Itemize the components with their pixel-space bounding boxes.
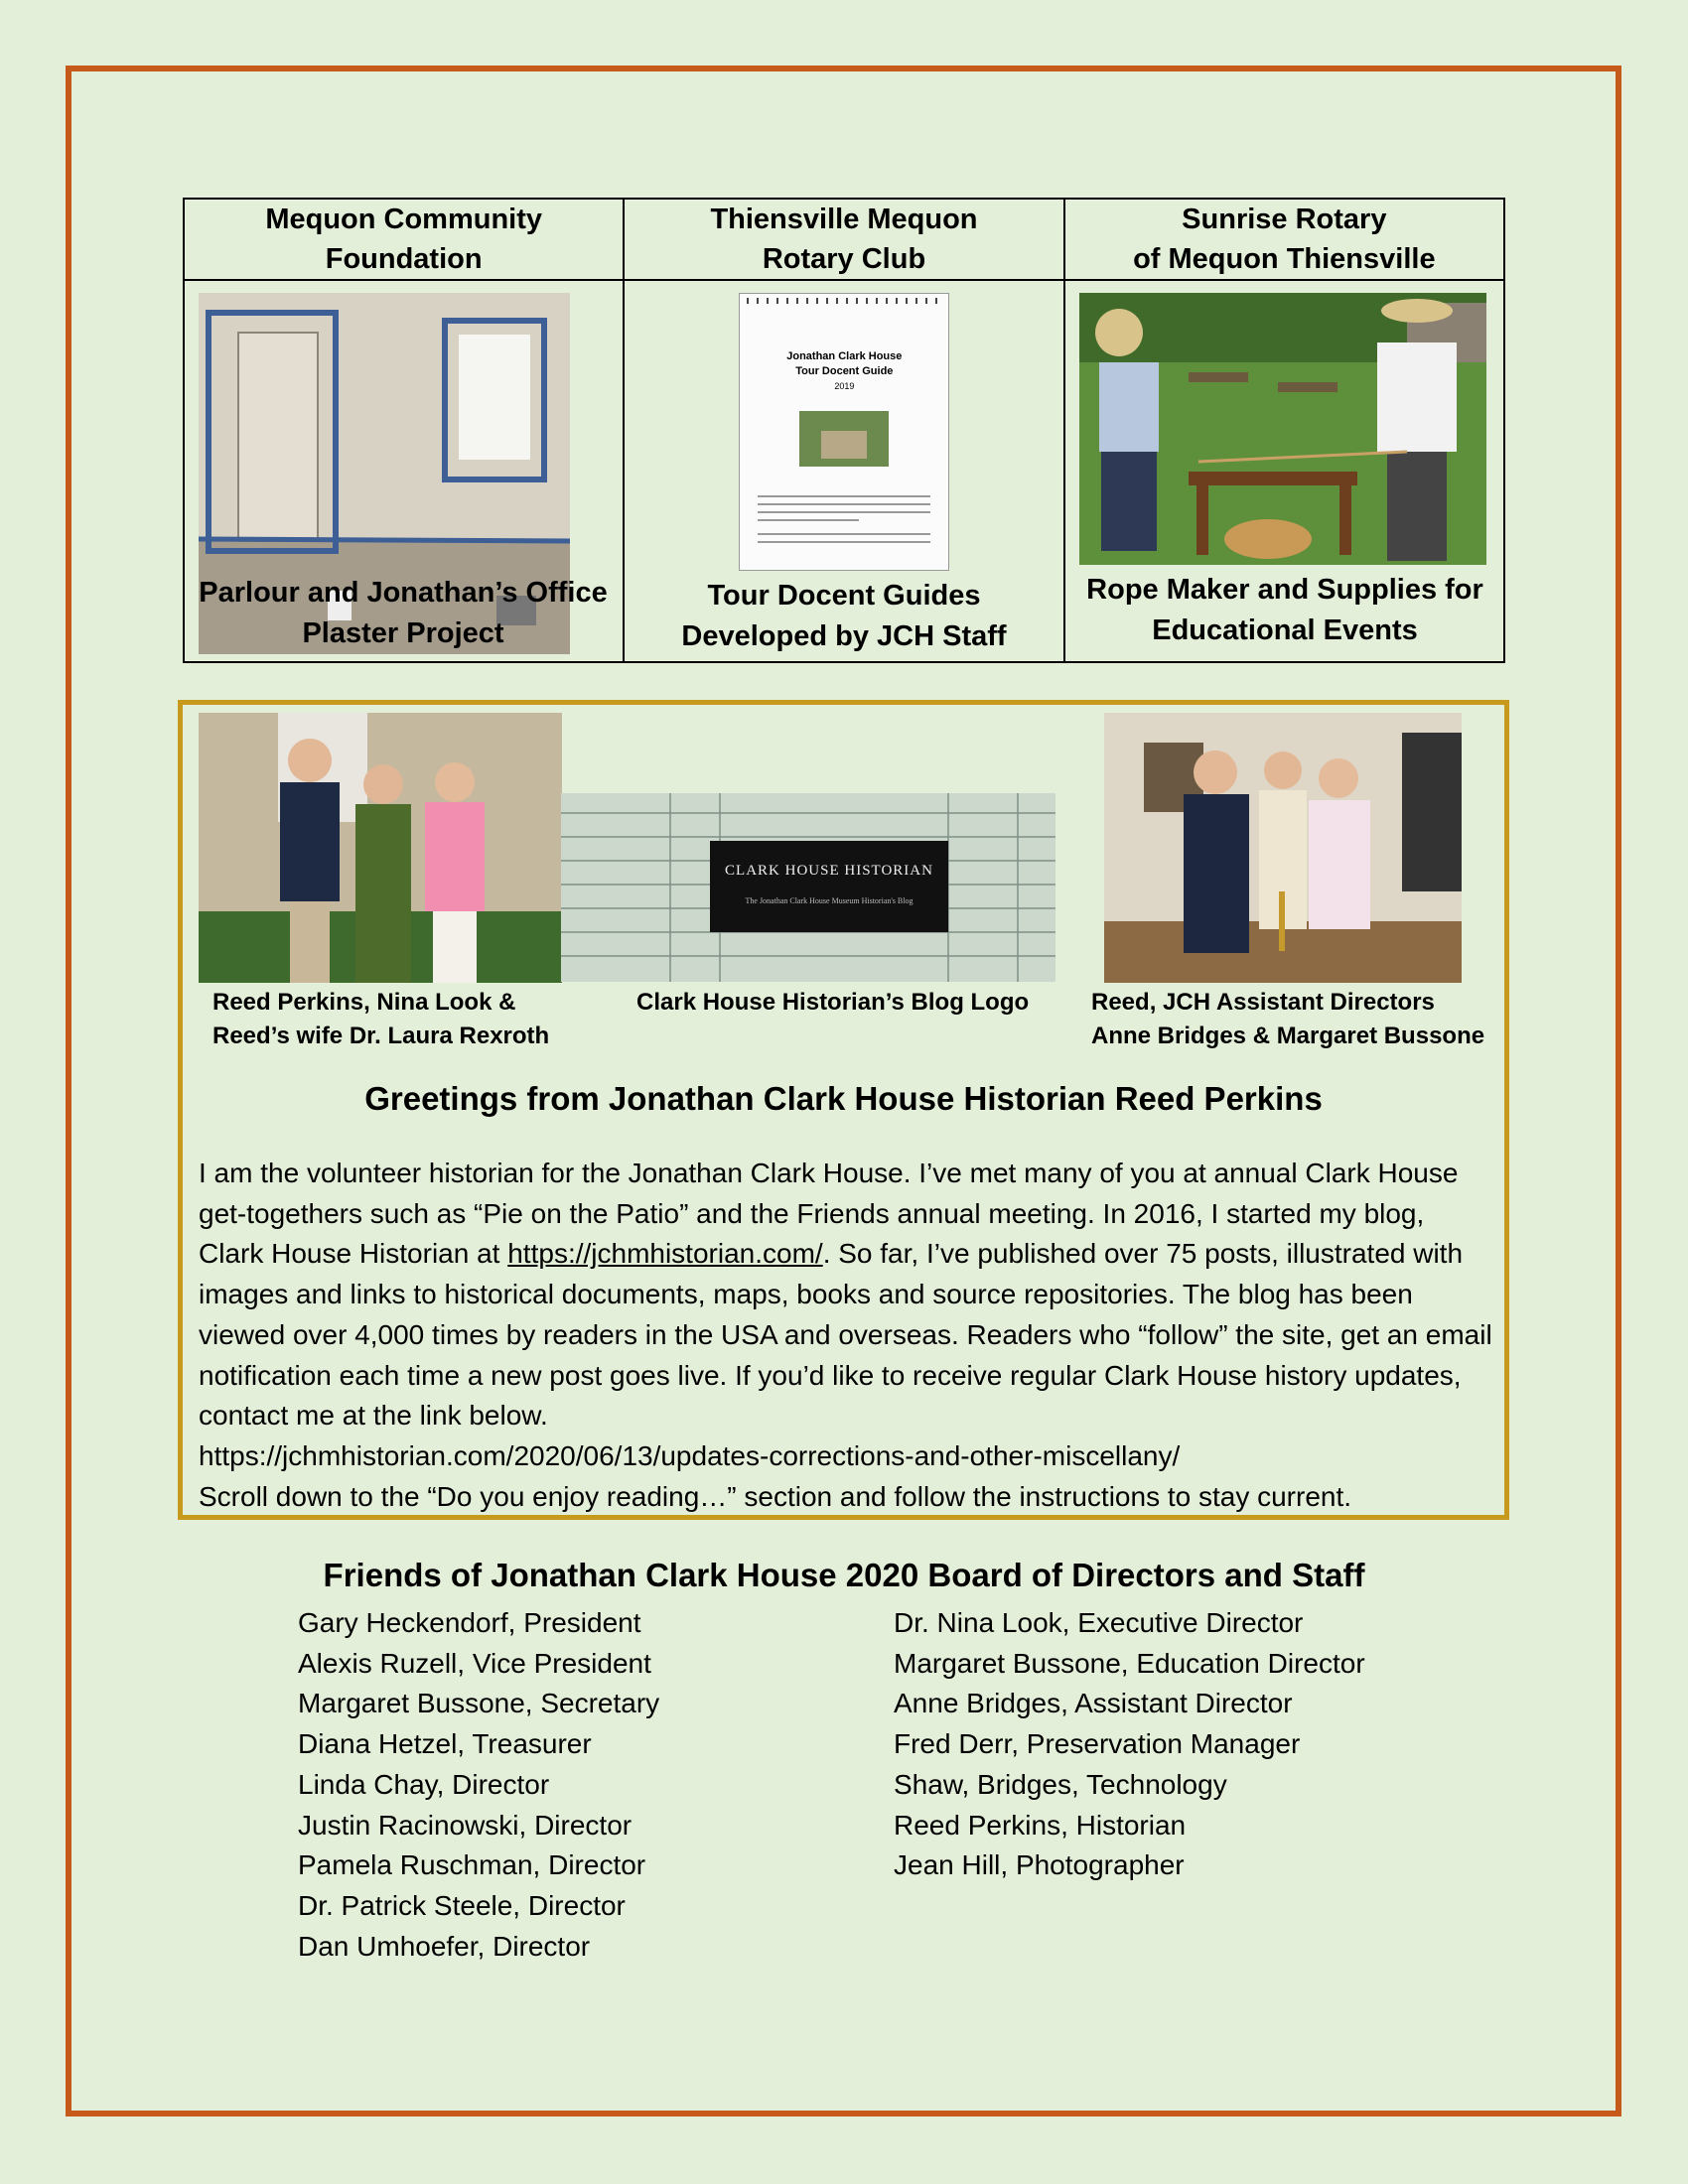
list-item: Diana Hetzel, Treasurer [298,1728,592,1760]
list-item: Anne Bridges, Assistant Director [894,1688,1293,1719]
donor-caption-1: Parlour and Jonathan’s Office Plaster Project [199,577,608,649]
blog-link[interactable]: https://jchmhistorian.com/ [507,1238,823,1270]
list-item: Margaret Bussone, Secretary [298,1688,660,1719]
blog-logo-title: CLARK HOUSE HISTORIAN [725,863,933,879]
staff-list [894,1603,1365,1886]
directors-list [298,1603,659,1967]
donor-name-2: Thiensville Mequon Rotary Club [624,199,1063,280]
list-item: Pamela Ruschman, Director [298,1849,646,1881]
donor-caption-3: Rope Maker and Supplies for Educational Events [1086,574,1483,646]
list-item: Shaw, Bridges, Technology [894,1768,1227,1800]
list-item: Linda Chay, Director [298,1768,550,1800]
donor-caption-2: Tour Docent Guides Developed by JCH Staff [681,580,1007,652]
list-item: Jean Hill, Photographer [894,1849,1185,1881]
historian-body-part2: . So far, I’ve published over 75 posts, illustrated with images and links to historical documents, maps, books and source repositories. The blog has been viewed over 4,000 times by readers in the USA and overseas. Readers who “follow” the site, get an email notification each time a new post goes live. If you’d like to receive regular Clark House history updates, contact me at the link below. [199,1238,1492,1432]
photo-caption-2: Clark House Historian’s Blog Logo [636,989,1030,1016]
historian-box [178,700,1509,1520]
historian-heading: Greetings from Jonathan Clark House Historian Reed Perkins [364,1080,1323,1117]
rope-maker-photo [1079,293,1486,565]
list-item: Margaret Bussone, Education Director [894,1647,1365,1679]
list-item: Dan Umhoefer, Director [298,1930,591,1962]
update-url[interactable]: https://jchmhistorian.com/2020/06/13/updates-corrections-and-other-miscellany/ [199,1439,1181,1471]
guide-title: Jonathan Clark House Tour Docent Guide [786,350,903,377]
blog-logo-image [561,793,1055,982]
list-item: Dr. Patrick Steele, Director [298,1889,626,1921]
perkins-group-photo [199,713,562,983]
list-item: Fred Derr, Preservation Manager [894,1728,1301,1760]
photo-caption-3: Reed, JCH Assistant Directors Anne Bridges & Margaret Bussone [1091,989,1485,1049]
list-item: Reed Perkins, Historian [894,1809,1187,1841]
assistant-directors-photo [1104,713,1462,983]
blog-logo-subtitle: The Jonathan Clark House Museum Historian's Blog [745,896,914,905]
donor-name-1: Mequon Community Foundation [184,199,624,280]
list-item: Justin Racinowski, Director [298,1809,633,1841]
historian-body-part1: I am the volunteer historian for the Jonathan Clark House. I’ve met many of you at annual Clark House get-togethers such as “Pie on the Patio” and the Friends annual meeting. In 2016, I started my blog, Clark House Historian at [199,1158,1459,1270]
donor-name-3: Sunrise Rotary of Mequon Thiensville [1064,199,1504,280]
guide-year: 2019 [834,381,855,391]
list-item: Gary Heckendorf, President [298,1607,641,1638]
historian-closing: Scroll down to the “Do you enjoy reading…” section and follow the instructions to stay current. [199,1480,1352,1512]
board-title: Friends of Jonathan Clark House 2020 Board of Directors and Staff [323,1557,1365,1593]
list-item: Dr. Nina Look, Executive Director [894,1607,1304,1638]
photo-caption-1: Reed Perkins, Nina Look & Reed’s wife Dr. Laura Rexroth [212,989,550,1049]
historian-body [199,1154,1492,1517]
list-item: Alexis Ruzell, Vice President [298,1647,651,1679]
docent-guide-cover [739,293,949,571]
